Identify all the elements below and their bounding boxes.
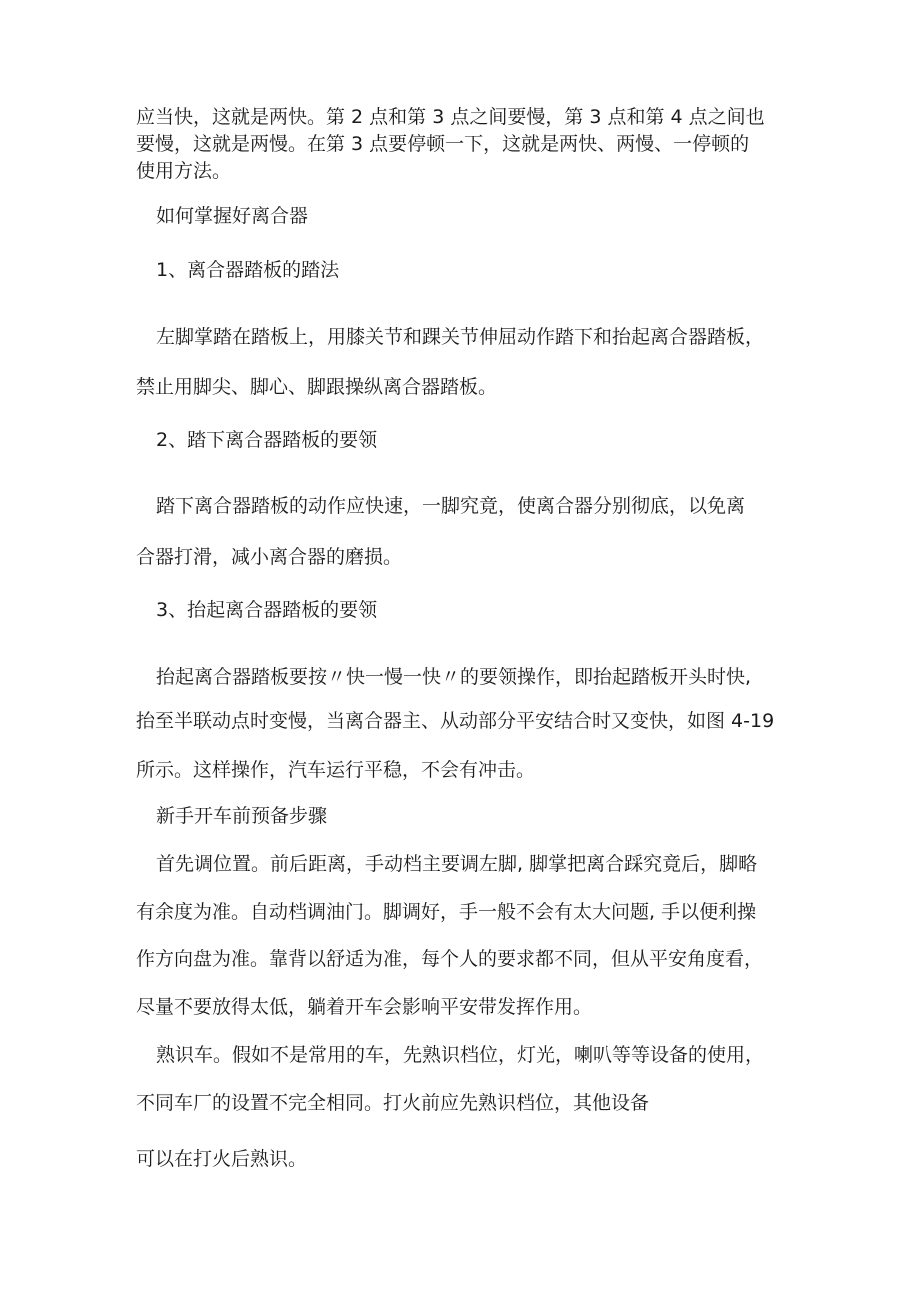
heading-newbie: 新手开车前预备步骤 (156, 805, 328, 827)
intro-line-2: 要慢，这就是两慢。在第 3 点要停顿一下，这就是两快、两慢、一停顿的 (136, 133, 750, 155)
section-2-title: 2、踏下离合器踏板的要领 (156, 429, 378, 451)
section-3-line-1: 抬起离合器踏板要按〃快一慢一快〃的要领操作，即抬起踏板开头时快, (156, 666, 752, 688)
familiar-line-2: 不同车厂的设置不完全相同。打火前应先熟识档位，其他设备 (136, 1092, 650, 1114)
section-1-line-1: 左脚掌踏在踏板上，用膝关节和踝关节伸屈动作踏下和抬起离合器踏板， (156, 326, 765, 348)
section-2-line-2: 合器打滑，减小离合器的磨损。 (136, 546, 403, 568)
section-1-line-2: 禁止用脚尖、脚心、脚跟操纵离合器踏板。 (136, 376, 498, 398)
position-line-2: 有余度为准。自动档调油门。脚调好，手一般不会有太大问题, 手以便利操 (136, 901, 757, 923)
section-1-title: 1、离合器踏板的踏法 (156, 259, 340, 281)
position-line-1: 首先调位置。前后距离，手动档主要调左脚, 脚掌把离合踩究竟后，脚略 (156, 853, 758, 875)
position-line-4: 尽量不要放得太低，躺着开车会影响平安带发挥作用。 (136, 996, 593, 1018)
intro-line-1: 应当快，这就是两快。第 2 点和第 3 点之间要慢，第 3 点和第 4 点之间也 (136, 106, 765, 128)
section-3-line-3: 所示。这样操作，汽车运行平稳，不会有冲击。 (136, 759, 536, 781)
position-line-3: 作方向盘为准。靠背以舒适为准，每个人的要求都不同，但从平安角度看， (136, 948, 764, 970)
section-3-line-2: 抬至半联动点时变慢，当离合器主、从动部分平安结合时又变快，如图 4-19 (136, 710, 775, 732)
familiar-line-3: 可以在打火后熟识。 (136, 1148, 308, 1170)
section-2-line-1: 踏下离合器踏板的动作应快速，一脚究竟，使离合器分别彻底，以免离 (156, 495, 746, 517)
section-3-title: 3、抬起离合器踏板的要领 (156, 599, 378, 621)
familiar-line-1: 熟识车。假如不是常用的车，先熟识档位，灯光，喇叭等等设备的使用， (156, 1044, 765, 1066)
heading-clutch: 如何掌握好离合器 (156, 205, 309, 227)
intro-line-3: 使用方法。 (136, 160, 232, 182)
